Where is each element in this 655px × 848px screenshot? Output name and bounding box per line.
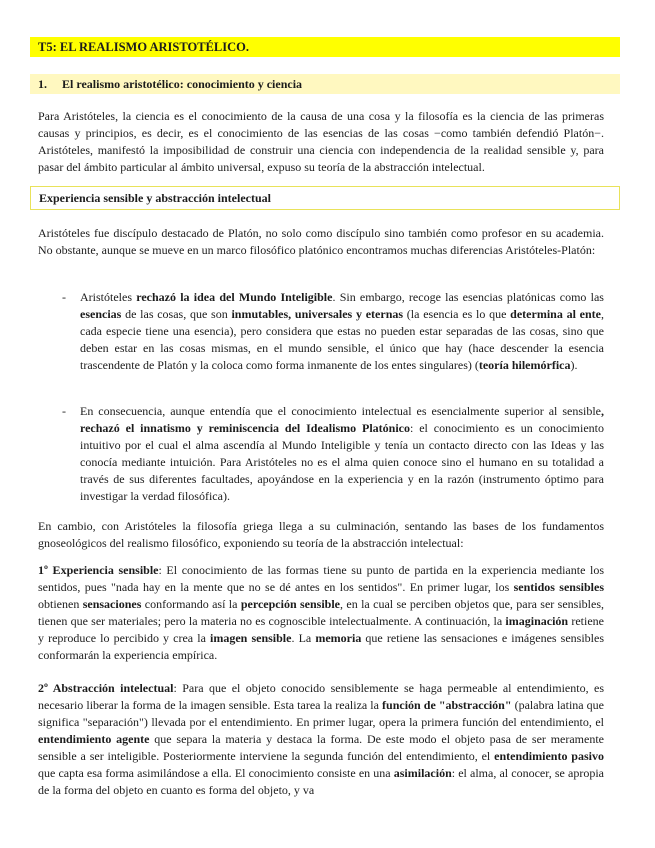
bullet-dash: -	[62, 290, 66, 304]
boxed-subheading: Experiencia sensible y abstracción intelectual	[30, 186, 620, 210]
experience-paragraph: 1º Experiencia sensible: El conocimiento de las formas tiene su punto de partida en la experiencia mediante los sentidos, pues "nada hay en la mente que no se dé antes en los sentidos". En primer lugar, los sentidos sensibles obtienen sensaciones conformando así la percepción sensible, en la cual se perciben objetos que, para ser sensibles, tienen que ser materiales; pero la materia no es cognoscible intelectualmente. A continuación, la imaginación retiene y reproduce lo percibido y crea la imagen sensible. La memoria que retiene las sensaciones e imágenes sensibles conformarán la experiencia empírica.	[38, 563, 605, 662]
bullet-item: Aristóteles rechazó la idea del Mundo Inteligible. Sin embargo, recoge las esencias platónicas como las esencias de las cosas, que son inmutables, universales y eternas (la esencia es lo que determina al ente, cada especie tiene una esencia), pero considera que estas no pueden estar separadas de las cosas, sino que deben estar en las cosas mismas, en el mundo sensible, el único que hay (hace descender la esencia trascendente de Platón y la coloca como forma inmanente de los entes singulares) (teoría hilemórfica).	[80, 290, 604, 372]
intro-paragraph: Para Aristóteles, la ciencia es el conocimiento de la causa de una cosa y la filosofía es la ciencia de las primeras causas y principios, es decir, es el conocimiento de las esencias de las cosas −como también defendió Platón−. Aristóteles, manifestó la imposibilidad de construir una ciencia con independencia de la realidad sensible y, para pasar del ámbito particular al ámbito universal, expuso su teoría de la abstracción intelectual.	[38, 109, 604, 174]
document-title: T5: EL REALISMO ARISTOTÉLICO.	[30, 37, 620, 57]
abstraction-heading: 2º Abstracción intelectual	[38, 681, 174, 695]
abstraction-paragraph: 2º Abstracción intelectual: Para que el objeto conocido sensiblemente se haga permeable al entendimiento, es necesario liberar la forma de la imagen sensible. Esta tarea la realiza la función de "abstracción" (palabra latina que significa "separación") llevada por el entendimiento. En primer lugar, opera la primera función del entendimiento, el entendimiento agente que separa la materia y destaca la forma. De este modo el objeto pasa de ser meramente sensible a ser inteligible. Posteriormente interviene la segunda función del entendimiento, el entendimiento pasivo que capta esa forma asimilándose a ella. El conocimiento consiste en una asimilación: el alma, al conocer, se apropia de la forma del objeto en cuanto es forma del objeto, y va	[38, 681, 605, 797]
bullet-dash: -	[62, 404, 66, 418]
section-heading-text: El realismo aristotélico: conocimiento y ciencia	[62, 77, 303, 91]
section-number: 1.	[38, 77, 47, 91]
experience-heading: 1º Experiencia sensible	[38, 563, 159, 577]
paragraph-culmination: En cambio, con Aristóteles la filosofía griega llega a su culminación, sentando las bases de los fundamentos gnoseológicos del realismo filosófico, exponiendo su teoría de la abstracción intelectual:	[38, 519, 604, 550]
section-heading	[30, 74, 620, 94]
bullet-item: En consecuencia, aunque entendía que el conocimiento intelectual es esencialmente superior al sensible, rechazó el innatismo y reminiscencia del Idealismo Platónico: el conocimiento es un conocimiento intuitivo por el cual el alma ascendía al Mundo Inteligible y tenía un contacto directo con las Ideas y las conocía mediante intuición. Para Aristóteles no es el alma quien conoce sino el humano en su totalidad a través de sus diferentes facultades, apoyándose en la experiencia y en la razón (instrumento óptimo para investigar la verdad filosófica).	[80, 404, 604, 503]
paragraph-differences: Aristóteles fue discípulo destacado de Platón, no solo como discípulo sino también como profesor en su academia. No obstante, aunque se mueve en un marco filosófico platónico encontramos muchas diferencias Aristóteles-Platón:	[38, 226, 604, 257]
